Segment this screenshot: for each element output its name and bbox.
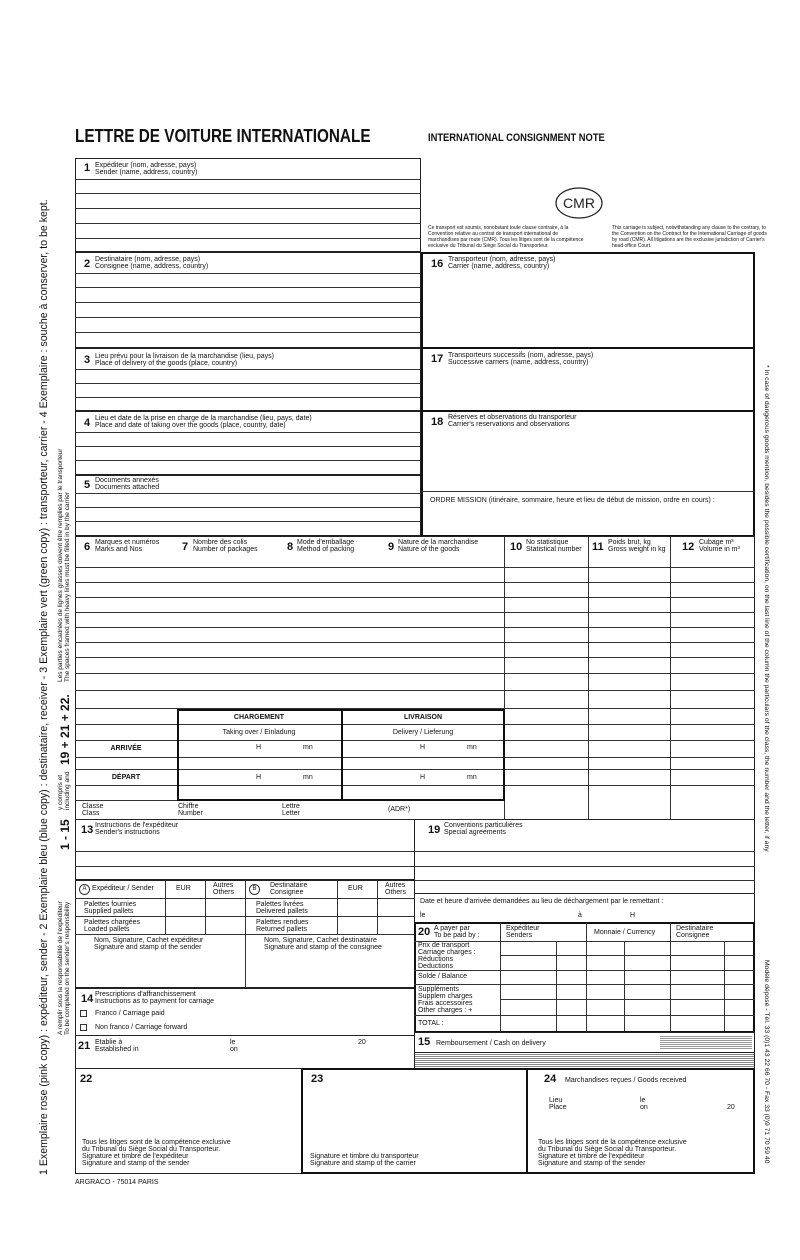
pallet-eur-a: EUR	[176, 885, 191, 892]
page-title: LETTRE DE VOITURE INTERNATIONALE	[75, 126, 371, 146]
col-7-number: 7	[182, 541, 189, 553]
non-franco-label: Non franco / Carriage forward	[95, 1024, 188, 1031]
section-3-label-en: Place of delivery of the goods (place, country)	[95, 360, 238, 367]
section-2-label-en: Consignee (name, address, country)	[95, 263, 209, 270]
arrival-date-a: à	[578, 912, 582, 919]
pallet-consignee-en: Consignee	[270, 889, 304, 896]
arrivee-charg-mn: mn	[303, 744, 313, 751]
section-24-number: 24	[544, 1073, 557, 1085]
pallets-delivered-fr: Palettes livrées	[256, 901, 304, 908]
col-6-label-en: Marks and Nos	[95, 546, 143, 553]
livraison-label: LIVRAISON	[403, 714, 443, 721]
chiffre-label: Chiffre	[178, 803, 199, 810]
adr-label: (ADR*)	[388, 806, 411, 813]
section-21-label-en: Established in	[95, 1046, 139, 1053]
depart-livr-h: H	[420, 774, 426, 781]
pallets-supplied-fr: Palettes fournies	[84, 901, 137, 908]
section-19-number: 19	[428, 824, 441, 836]
section-20-label-en: To be paid by :	[434, 932, 480, 939]
pallets-delivered-en: Delivered pallets	[256, 908, 308, 915]
section-1-label-fr: Expéditeur (nom, adresse, pays)	[95, 162, 197, 169]
left-note-sender-fr: A remplir sous la responsabilité de l'expéditeur	[57, 901, 64, 1035]
class-label: Class	[82, 810, 100, 817]
section-4-label-en: Place and date of taking over the goods (place, country, date)	[95, 422, 286, 429]
pallet-autres-a: Autres	[213, 882, 234, 889]
col-8-label-en: Method of packing	[297, 546, 355, 553]
section-13-number: 13	[81, 824, 94, 836]
section-16-label-fr: Transporteur (nom, adresse, pays)	[448, 256, 556, 263]
section-21-on: on	[230, 1046, 238, 1053]
col-11-label-en: Gross weight in kg	[608, 546, 666, 553]
depart-charg-h: H	[256, 774, 262, 781]
section-2-number: 2	[84, 258, 91, 270]
section-16-label-en: Carrier (name, address, country)	[448, 263, 550, 270]
col-9-number: 9	[388, 541, 395, 553]
franco-label: Franco / Carriage paid	[95, 1010, 165, 1017]
section-24-label: Marchandises reçues / Goods received	[565, 1077, 687, 1084]
section-20-label-fr: A payer par	[434, 925, 470, 932]
sender-signature-fr: Nom, Signature, Cachet expéditeur	[94, 937, 204, 944]
section-16-number: 16	[431, 258, 444, 270]
section-20-number: 20	[418, 926, 431, 938]
cmr-logo	[554, 186, 604, 220]
left-range-19-21-22: 19 + 21 + 22.	[58, 694, 72, 765]
section-22-text-2: du Tribunal du Siège Social du Transporteur.	[82, 1146, 221, 1153]
left-note-including-en: including and	[64, 771, 71, 810]
section-1-label-en: Sender (name, address, country)	[95, 169, 198, 176]
section-15-number: 15	[418, 1036, 431, 1048]
section-13-label-fr: Instructions de l'expéditeur	[95, 822, 179, 829]
depart-label: DÉPART	[111, 774, 141, 781]
col-11-label-fr: Poids brut, kg	[608, 539, 651, 546]
row-supplem-charges: Supplem charges	[418, 993, 473, 1000]
row-carriage-price: Prix de transport	[418, 942, 470, 949]
section-18-label-fr: Réserves et observations du transporteur	[448, 414, 577, 421]
section-17-label-fr: Transporteurs successifs (nom, adresse, pays)	[448, 352, 594, 359]
col-10-number: 10	[510, 541, 523, 553]
section-20-senders-en: Senders	[506, 932, 533, 939]
right-model-note: Modèle déposé - Tél. 33 (0)1 43 22 66 70 - Fax 33 (0)9 71 70 59 40	[763, 960, 770, 1164]
section-24-text-1: Tous les litiges sont de la compétence exclusive	[538, 1139, 687, 1146]
col-10-label-en: Statistical number	[526, 546, 582, 553]
section-20-currency: Monnaie / Currency	[594, 929, 656, 936]
row-balance: Solde / Balance	[418, 973, 468, 980]
hatch-bar	[414, 1053, 755, 1069]
pallets-supplied-en: Supplied pallets	[84, 908, 134, 915]
pallet-eur-b: EUR	[348, 885, 363, 892]
col-9-label-en: Nature of the goods	[398, 546, 460, 553]
taking-over-label: Taking over / Einladung	[222, 729, 296, 736]
section-24-text-3: Signature et timbre de l'expéditeur	[538, 1153, 645, 1160]
left-range-1-15: 1 - 15	[58, 819, 72, 850]
section-17-number: 17	[431, 353, 444, 365]
right-dangerous-goods-note: * In case of dangerous goods mention, besides the possible certification, on the last line of the column the particulars of the class, the number and the letter, if any	[763, 365, 770, 852]
row-total: TOTAL :	[418, 1020, 444, 1027]
section-5-label-en: Documents attached	[95, 484, 160, 491]
cmr-notice-en: This carriage is subject, notwithstanding any clause to the contrary, to the Convention on the Contract for the International Carriage of goods by road (CMR). All litigations are the exclusive jurisdiction of Carrier's head office Court.	[612, 225, 767, 249]
cmr-notice-fr: Ce transport est soumis, nonobstant toute clause contraire, à la Convention relative au contrat de transport international de marchandises par route (CMR). Tous les litiges sont de la compétence exclusive du Tribunal du Siège Social du Transporteur.	[428, 225, 584, 249]
section-24-on: on	[640, 1104, 648, 1111]
section-19-label-fr: Conventions particulières	[444, 822, 523, 829]
col-9-label-fr: Nature de la marchandise	[398, 539, 479, 546]
section-3-label-fr: Lieu prévu pour la livraison de la marchandise (lieu, pays)	[95, 353, 274, 360]
arrival-date-le: le	[420, 912, 426, 919]
pallets-loaded-en: Loaded pallets	[84, 926, 130, 933]
col-8-number: 8	[287, 541, 294, 553]
section-23-number: 23	[311, 1073, 324, 1085]
section-2-label-fr: Destinataire (nom, adresse, pays)	[95, 256, 201, 263]
pallet-autres-b: Autres	[385, 882, 406, 889]
arrivee-charg-h: H	[256, 744, 262, 751]
section-13-label-en: Sender's instructions	[95, 829, 160, 836]
col-12-number: 12	[682, 541, 695, 553]
footer-publisher: ARGRACO - 75014 PARIS	[75, 1179, 159, 1186]
col-11-number: 11	[592, 541, 604, 553]
section-14-label-fr: Prescriptions d'affranchissement	[95, 991, 196, 998]
section-4-number: 4	[84, 417, 91, 429]
section-20-senders-fr: Expéditeur	[506, 925, 540, 932]
section-24-le: le	[640, 1097, 646, 1104]
classe-label: Classe	[82, 803, 104, 810]
section-22-text-4: Signature and stamp of the sender	[82, 1160, 190, 1167]
pallets-returned-fr: Palettes rendues	[256, 919, 309, 926]
section-21-le: le	[230, 1039, 236, 1046]
pallet-consignee-fr: Destinataire	[270, 882, 308, 889]
col-12-label-en: Volume in m³	[699, 546, 740, 553]
arrivee-livr-mn: mn	[467, 744, 477, 751]
section-5-label-fr: Documents annexés	[95, 477, 159, 484]
section-19-label-en: Special agreements	[444, 829, 506, 836]
chargement-label: CHARGEMENT	[233, 714, 285, 721]
letter-label: Letter	[282, 810, 300, 817]
franco-checkbox[interactable]	[80, 1010, 87, 1017]
section-22-text-1: Tous les litiges sont de la compétence exclusive	[82, 1139, 231, 1146]
section-24-year: 20	[727, 1104, 735, 1111]
col-6-label-fr: Marques et numéros	[95, 539, 160, 546]
sender-signature-en: Signature and stamp of the sender	[94, 944, 202, 951]
col-7-label-fr: Nombre des colis	[193, 539, 248, 546]
pallet-sender-label: Expéditeur / Sender	[92, 885, 154, 892]
row-frais-accessoires: Frais accessoires	[418, 1000, 473, 1007]
col-8-label-fr: Mode d'emballage	[297, 539, 354, 546]
arrivee-livr-h: H	[420, 744, 426, 751]
col-10-label-fr: No statistique	[526, 539, 569, 546]
row-supplements: Suppléments	[418, 986, 459, 993]
arrival-date-h: H	[630, 912, 636, 919]
delivery-label: Delivery / Lieferung	[392, 729, 454, 736]
section-20-consignee-fr: Destinataire	[676, 925, 714, 932]
lettre-label: Lettre	[282, 803, 300, 810]
col-12-label-fr: Cubage m³	[699, 539, 734, 546]
circle-a-icon: A	[79, 884, 90, 895]
section-23-text-2: Signature and stamp of the carrier	[310, 1160, 416, 1167]
depart-charg-mn: mn	[303, 774, 313, 781]
section-5-number: 5	[84, 479, 91, 491]
left-note-sender-en: To be completed on the sender's responsibility	[64, 901, 71, 1035]
col-7-label-en: Number of packages	[193, 546, 258, 553]
section-1-number: 1	[84, 162, 91, 174]
row-reductions: Réductions	[418, 956, 454, 963]
arrival-date-label: Date et heure d'arrivée demandées au lieu de déchargement par le remettant :	[420, 898, 664, 905]
section-18-reservations[interactable]	[421, 410, 755, 537]
section-18-number: 18	[431, 416, 444, 428]
number-label: Number	[178, 810, 203, 817]
row-carriage-charges: Carriage charges :	[418, 949, 476, 956]
section-3-number: 3	[84, 354, 91, 366]
section-22-number: 22	[80, 1073, 93, 1085]
section-18-label-en: Carrier's reservations and observations	[448, 421, 570, 428]
section-17-label-en: Successive carriers (name, address, country)	[448, 359, 589, 366]
consignee-signature-fr: Nom, Signature, Cachet destinataire	[264, 937, 377, 944]
section-24-place: Place	[549, 1104, 567, 1111]
ordre-mission-label: ORDRE MISSION (itinéraire, sommaire, heure et lieu de début de mission, ordre en cours) :	[430, 497, 715, 504]
section-21-number: 21	[78, 1040, 91, 1052]
left-note-heavy-en: The spaces framed with heavy lines must be filled in by the carrier	[64, 491, 71, 682]
pallets-returned-en: Returned pallets	[256, 926, 307, 933]
cod-hatch	[660, 1036, 752, 1049]
consignee-signature-en: Signature and stamp of the consignee	[264, 944, 382, 951]
left-note-including-fr: y compris et	[57, 774, 64, 810]
arrivee-label: ARRIVÉE	[110, 745, 142, 752]
pallet-others-a: Others	[213, 889, 235, 896]
left-note-heavy-fr: Les parties encadrées de lignes grasses doivent être remplies par le transporteur	[57, 448, 64, 682]
section-24-lieu: Lieu	[549, 1097, 563, 1104]
page-subtitle: INTERNATIONAL CONSIGNMENT NOTE	[428, 132, 605, 144]
section-15-label: Remboursement / Cash on delivery	[436, 1040, 546, 1047]
row-other-charges: Other charges : +	[418, 1007, 473, 1014]
section-24-text-2: du Tribunal du Siège Social du Transporteur.	[538, 1146, 677, 1153]
section-22-text-3: Signature et timbre de l'expéditeur	[82, 1153, 189, 1160]
pallet-others-b: Others	[385, 889, 407, 896]
section-4-label-fr: Lieu et date de la prise en charge de la marchandise (lieu, pays, date)	[95, 415, 312, 422]
section-23-text-1: Signature et timbre du transporteur	[310, 1153, 419, 1160]
pallets-loaded-fr: Palettes chargées	[84, 919, 141, 926]
circle-b-icon: B	[249, 884, 260, 895]
section-14-number: 14	[81, 993, 94, 1005]
section-20-consignee-en: Consignee	[676, 932, 710, 939]
cmr-logo-text: CMR	[563, 195, 595, 211]
section-24-text-4: Signature and stamp of the sender	[538, 1160, 646, 1167]
left-copies-text: 1 Exemplaire rose (pink copy) : expéditeur, sender - 2 Exemplaire bleu (blue copy) : destinataire, receiver - 3 Exemplaire vert (green copy) : transporteur, carrier - 4 Exemplaire : souche à conserver, to be kept.	[38, 199, 50, 1175]
section-21-year: 20	[358, 1039, 366, 1046]
col-6-number: 6	[84, 541, 91, 553]
section-21-label-fr: Etablie à	[95, 1039, 123, 1046]
row-deductions: Deductions	[418, 963, 454, 970]
depart-livr-mn: mn	[467, 774, 477, 781]
section-14-label-en: Instructions as to payment for carriage	[95, 998, 215, 1005]
non-franco-checkbox[interactable]	[80, 1024, 87, 1031]
